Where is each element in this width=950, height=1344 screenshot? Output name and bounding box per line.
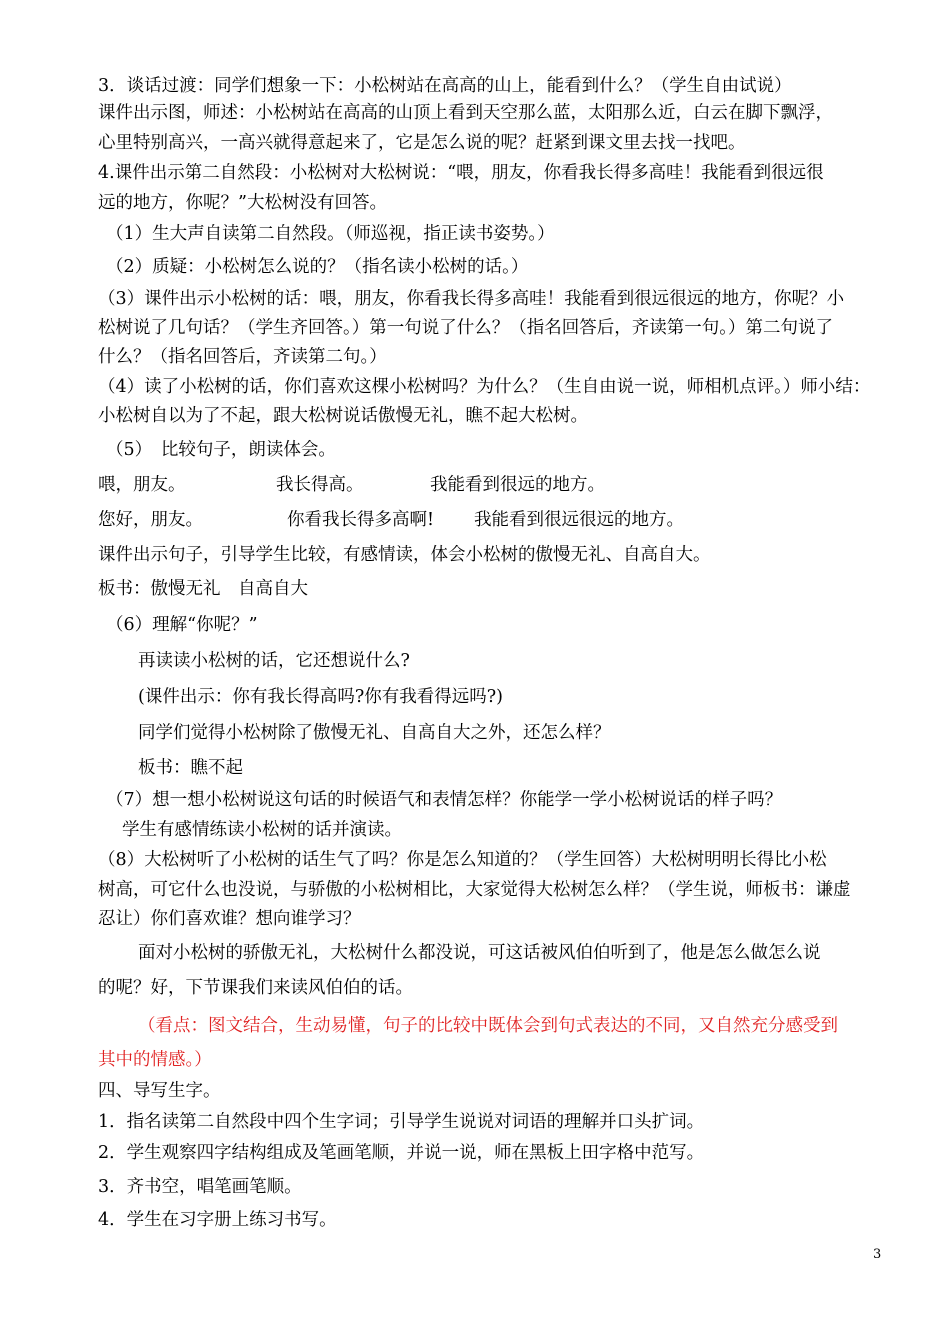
paragraph-line: （5） 比较句子，朗读体会。	[106, 440, 336, 460]
paragraph-line: (课件出示：你有我长得高吗?你有我看得远吗?)	[138, 687, 503, 707]
paragraph-line: （2）质疑：小松树怎么说的？（指名读小松树的话。）	[106, 257, 529, 277]
paragraph-line: （6）理解“你呢？”	[106, 615, 258, 635]
comparison-cell: 我长得高。	[276, 475, 364, 495]
paragraph-line: 松树说了几句话？（学生齐回答。）第一句说了什么？（指名回答后，齐读第一句。）第二句说了	[98, 318, 833, 338]
comparison-cell: 我能看到很远很远的地方。	[474, 510, 684, 530]
comparison-cell: 喂，朋友。	[98, 475, 186, 495]
paragraph-line: （4）读了小松树的话，你们喜欢这棵小松树吗？为什么？（生自由说一说，师相机点评。）师小结：	[98, 377, 871, 397]
annotation-line: （看点：图文结合，生动易懂，句子的比较中既体会到句式表达的不同，又自然充分感受到	[138, 1016, 838, 1036]
annotation-line: 其中的情感。）	[98, 1050, 212, 1070]
list-item: 4．学生在习字册上练习书写。	[98, 1210, 337, 1230]
paragraph-line: 学生有感情练读小松树的话并演读。	[122, 820, 402, 840]
paragraph-line: 树高，可它什么也没说，与骄傲的小松树相比，大家觉得大松树怎么样？（学生说，师板书：谦虚	[98, 880, 851, 900]
paragraph-line: 4.课件出示第二自然段：小松树对大松树说：“喂，朋友，你看我长得多高哇！我能看到很远很	[98, 163, 824, 183]
section-heading: 四、导写生字。	[98, 1081, 221, 1101]
list-item: 3．齐书空，唱笔画笔顺。	[98, 1177, 302, 1197]
paragraph-line: 板书：瞧不起	[138, 758, 243, 778]
paragraph-line: 的呢？好，下节课我们来读风伯伯的话。	[98, 978, 413, 998]
page-number: 3	[873, 1247, 882, 1262]
paragraph-line: 面对小松树的骄傲无礼，大松树什么都没说，可这话被风伯伯听到了，他是怎么做怎么说	[138, 943, 821, 963]
paragraph-line: 同学们觉得小松树除了傲慢无礼、自高自大之外，还怎么样？	[138, 723, 611, 743]
paragraph-line: 远的地方，你呢？”大松树没有回答。	[98, 193, 387, 213]
comparison-cell: 您好，朋友。	[98, 510, 203, 530]
paragraph-line: 忍让）你们喜欢谁？想向谁学习？	[98, 909, 361, 929]
paragraph-line: 心里特别高兴，一高兴就得意起来了，它是怎么说的呢？赶紧到课文里去找一找吧。	[98, 133, 746, 153]
comparison-cell: 你看我长得多高啊!	[287, 510, 435, 530]
list-item: 2．学生观察四字结构组成及笔画笔顺，并说一说，师在黑板上田字格中范写。	[98, 1143, 705, 1163]
paragraph-line: （7）想一想小松树说这句话的时候语气和表情怎样？你能学一学小松树说话的样子吗？	[106, 790, 783, 810]
paragraph-line: （3）课件出示小松树的话：喂，朋友，你看我长得多高哇！我能看到很远很远的地方，你呢？小	[98, 289, 845, 309]
paragraph-line: 再读读小松树的话，它还想说什么?	[138, 651, 410, 671]
paragraph-line: 3．谈话过渡：同学们想象一下：小松树站在高高的山上，能看到什么？（学生自由试说）	[98, 76, 792, 96]
list-item: 1．指名读第二自然段中四个生字词；引导学生说说对词语的理解并口头扩词。	[98, 1112, 705, 1132]
paragraph-line: 小松树自以为了不起，跟大松树说话傲慢无礼，瞧不起大松树。	[98, 406, 588, 426]
paragraph-line: 什么？（指名回答后，齐读第二句。）	[98, 347, 387, 367]
paragraph-line: 板书：傲慢无礼 自高自大	[98, 579, 308, 599]
paragraph-line: 课件出示图，师述：小松树站在高高的山顶上看到天空那么蓝，太阳那么近，白云在脚下飘浮，	[98, 103, 833, 123]
paragraph-line: 课件出示句子，引导学生比较，有感情读，体会小松树的傲慢无礼、自高自大。	[98, 545, 711, 565]
paragraph-line: （8）大松树听了小松树的话生气了吗？你是怎么知道的？（学生回答）大松树明明长得比小松	[98, 850, 827, 870]
comparison-cell: 我能看到很远的地方。	[430, 475, 605, 495]
paragraph-line: （1）生大声自读第二自然段。（师巡视，指正读书姿势。）	[106, 224, 555, 244]
